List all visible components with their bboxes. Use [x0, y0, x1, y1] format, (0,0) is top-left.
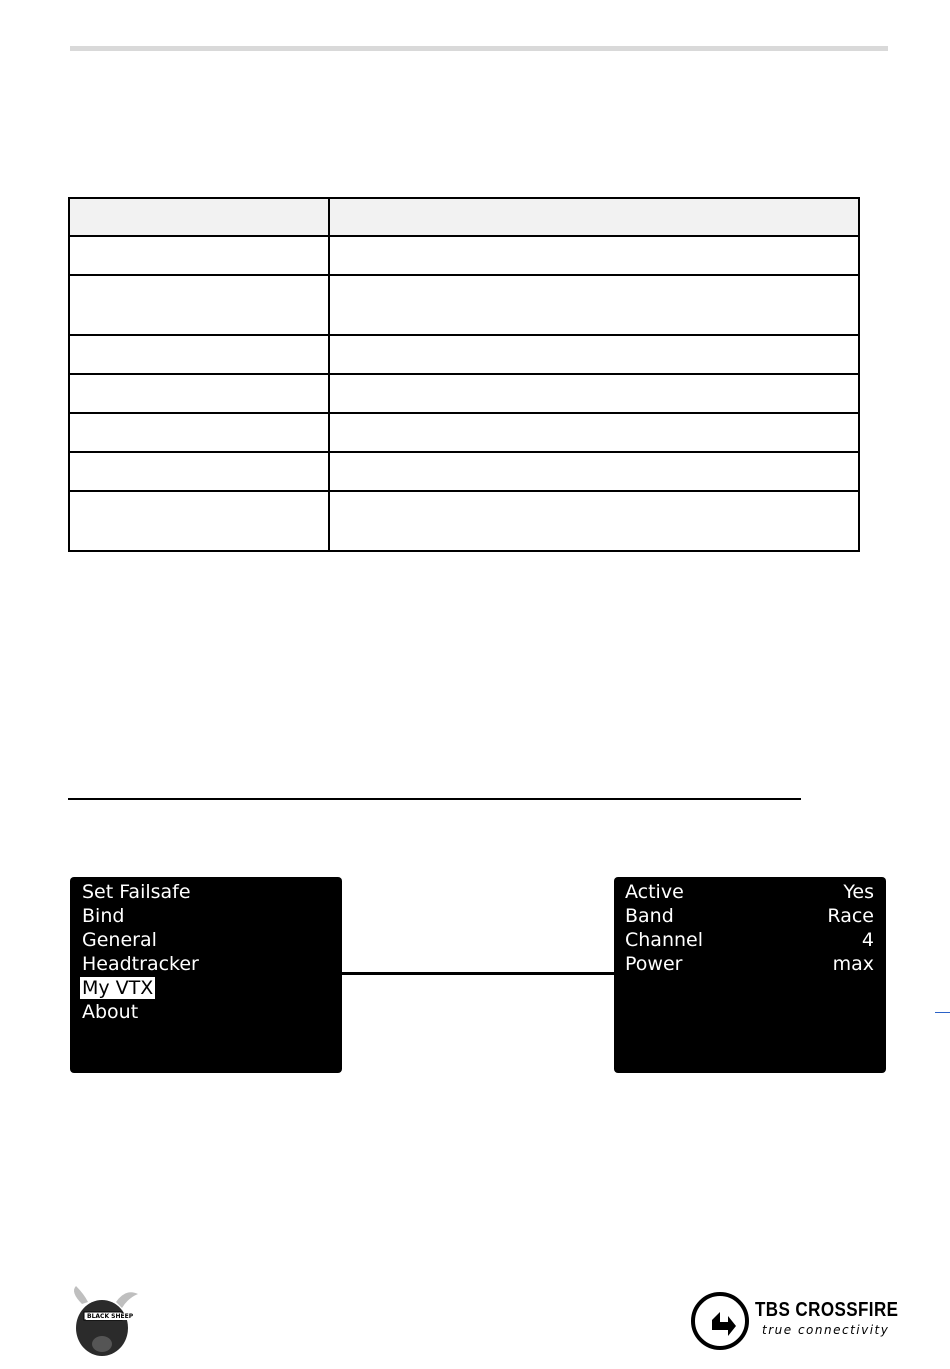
- vtx-label: Band: [625, 905, 674, 927]
- black-sheep-logo-icon: [66, 1282, 146, 1360]
- vtx-value: 4: [861, 929, 874, 951]
- header-rule: [70, 46, 888, 51]
- menu-item-headtracker[interactable]: Headtracker: [82, 953, 199, 975]
- vtx-row-active[interactable]: [625, 880, 874, 904]
- hyperlink[interactable]: [935, 1012, 950, 1013]
- menu-item-set-failsafe[interactable]: Set Failsafe: [82, 881, 191, 903]
- vtx-label: Power: [625, 953, 683, 975]
- menu-item-bind[interactable]: Bind: [82, 905, 125, 927]
- vtx-row-channel[interactable]: [625, 928, 874, 952]
- table-row: [69, 374, 859, 413]
- menu-item-my-vtx[interactable]: My VTX: [82, 977, 154, 999]
- table-cell: [329, 491, 859, 551]
- table-row: [69, 452, 859, 491]
- table-cell: [69, 275, 329, 335]
- menu-item-general[interactable]: General: [82, 929, 157, 951]
- table-cell: [329, 452, 859, 491]
- brand-name: TBS CROSSFIRE: [755, 1299, 899, 1321]
- table-header-row: [69, 198, 859, 236]
- table-row: [69, 236, 859, 275]
- table-cell: [69, 236, 329, 275]
- table-header-cell: [329, 198, 859, 236]
- table-cell: [329, 335, 859, 374]
- vtx-row-power[interactable]: [625, 952, 874, 976]
- vtx-screen: [614, 877, 886, 1073]
- screen-connector-line: [342, 972, 614, 975]
- table-cell: [329, 275, 859, 335]
- vtx-label: Active: [625, 881, 684, 903]
- spec-table: [68, 197, 860, 552]
- table-row: [69, 335, 859, 374]
- table-row: [69, 413, 859, 452]
- table-cell: [69, 491, 329, 551]
- table-cell: [69, 413, 329, 452]
- main-menu: [70, 877, 342, 1024]
- vtx-settings-list: [614, 877, 886, 976]
- table-cell: [69, 374, 329, 413]
- table-cell: [69, 335, 329, 374]
- vtx-value: Yes: [843, 881, 874, 903]
- section-rule: [68, 798, 801, 800]
- vtx-value: Race: [827, 905, 874, 927]
- menu-screen: [70, 877, 342, 1073]
- vtx-row-band[interactable]: [625, 904, 874, 928]
- table-cell: [69, 452, 329, 491]
- brand-tagline: true connectivity: [762, 1323, 890, 1337]
- table-cell: [329, 413, 859, 452]
- vtx-value: max: [832, 953, 874, 975]
- logo-text: BLACK SHEEP: [87, 1313, 134, 1320]
- table-header-cell: [69, 198, 329, 236]
- table-cell: [329, 374, 859, 413]
- table-row: [69, 275, 859, 335]
- vtx-label: Channel: [625, 929, 704, 951]
- table-cell: [329, 236, 859, 275]
- table-row: [69, 491, 859, 551]
- menu-item-about[interactable]: About: [82, 1001, 139, 1023]
